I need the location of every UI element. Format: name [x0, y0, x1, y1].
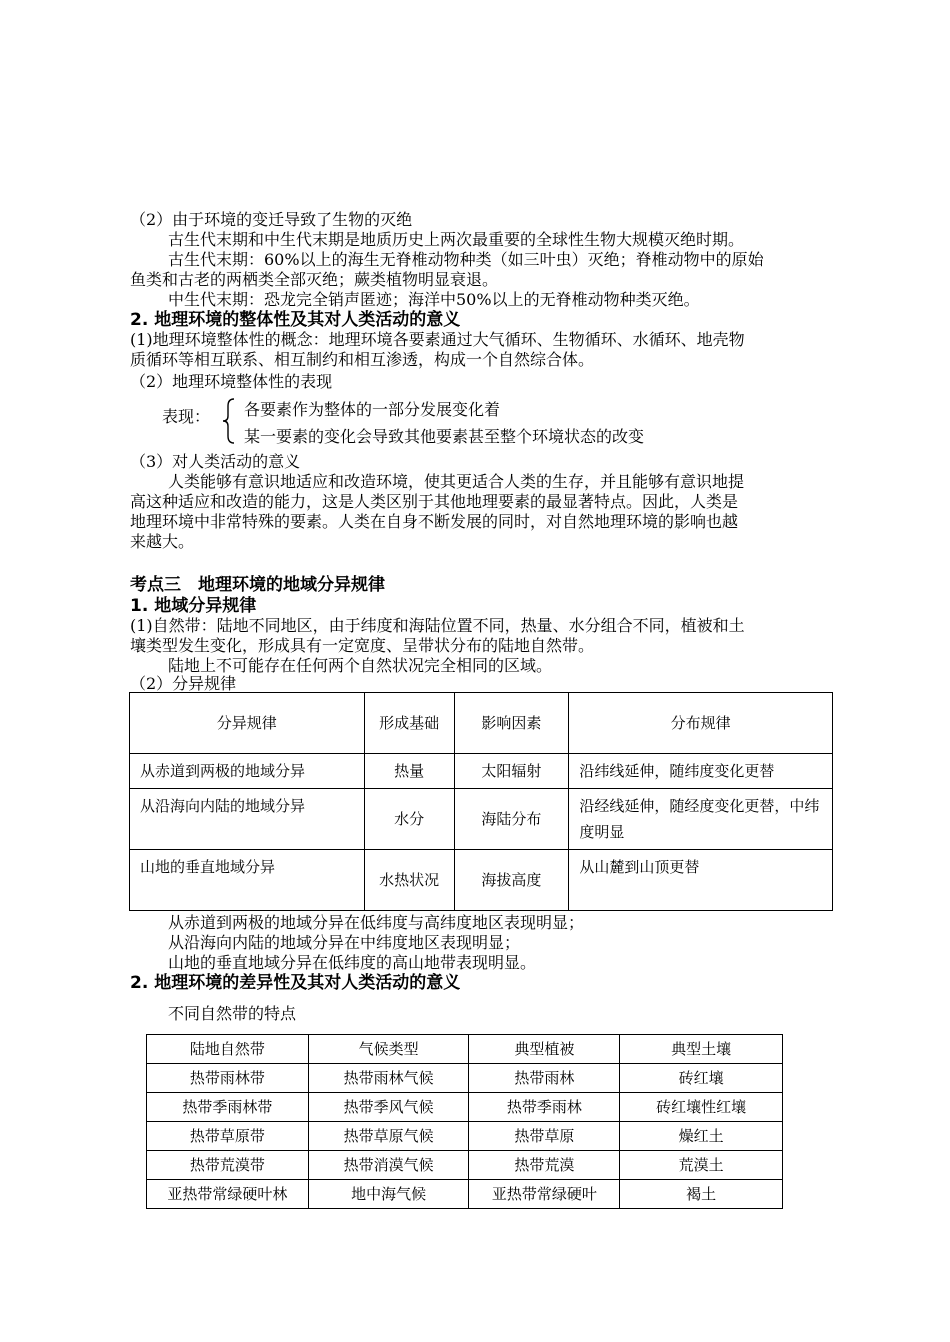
table-cell: 水分 — [364, 789, 454, 850]
table-cell: 海拔高度 — [454, 850, 569, 911]
table-cell: 太阳辐射 — [454, 754, 569, 789]
table-cell: 从山麓到山顶更替 — [569, 850, 833, 911]
table-cell: 热带消漠气候 — [308, 1151, 469, 1180]
integrity-paragraph-b: 高这种适应和改造的能力，这是人类区别于其他地理要素的最显著特点。因此，人类是 — [130, 492, 739, 511]
table-header-cell: 形成基础 — [364, 693, 454, 754]
diff-caption: 不同自然带的特点 — [168, 1004, 297, 1023]
table-cell: 从赤道到两极的地域分异 — [130, 754, 365, 789]
zonal-sub-heading: 1. 地域分异规律 — [130, 596, 257, 616]
table-cell: 沿纬线延伸，随纬度变化更替 — [569, 754, 833, 789]
table-cell: 砖红壤性红壤 — [620, 1093, 783, 1122]
table-header-cell: 气候类型 — [308, 1035, 469, 1064]
table-header-cell: 典型土壤 — [620, 1035, 783, 1064]
zonal-rules-table — [129, 692, 833, 911]
table-header-cell: 影响因素 — [454, 693, 569, 754]
bio-paragraph-3: 中生代末期：恐龙完全销声匿迹；海洋中50%以上的无脊椎动物种类灭绝。 — [168, 290, 700, 309]
zonal-paragraph-1b: 壤类型发生变化，形成具有一定宽度、呈带状分布的陆地自然带。 — [130, 636, 595, 655]
bio-title: （2）由于环境的变迁导致了生物的灭绝 — [130, 210, 413, 229]
integrity-concept-b: 质循环等相互联系、相互制约和相互渗透，构成一个自然综合体。 — [130, 350, 595, 369]
zonal-paragraph-1a: (1)自然带：陆地不同地区，由于纬度和海陆位置不同，热量、水分组合不同，植被和土 — [130, 616, 745, 635]
integrity-heading: 2. 地理环境的整体性及其对人类活动的意义 — [130, 310, 461, 330]
table-cell: 海陆分布 — [454, 789, 569, 850]
table-row — [147, 1151, 783, 1180]
table-row — [130, 850, 833, 911]
table-cell: 从沿海向内陆的地域分异 — [130, 789, 365, 850]
table-header-row — [147, 1035, 783, 1064]
integrity-paragraph-a: 人类能够有意识地适应和改造环境，使其更适合人类的生存，并且能够有意识地提 — [168, 472, 745, 491]
integrity-sub3: （3）对人类活动的意义 — [130, 452, 301, 471]
table-row — [147, 1093, 783, 1122]
table-cell: 热带季雨林带 — [147, 1093, 309, 1122]
table-cell: 亚热带常绿硬叶林 — [147, 1180, 309, 1209]
table-cell: 热带荒漠 — [469, 1151, 620, 1180]
table-cell: 热带雨林带 — [147, 1064, 309, 1093]
table-cell: 水热状况 — [364, 850, 454, 911]
table-header-cell: 陆地自然带 — [147, 1035, 309, 1064]
table-cell: 热带草原带 — [147, 1122, 309, 1151]
bio-paragraph-2b: 鱼类和古老的两栖类全部灭绝；蕨类植物明显衰退。 — [130, 270, 499, 289]
zonal-sub2: （2）分异规律 — [130, 674, 237, 693]
table-cell: 荒漠土 — [620, 1151, 783, 1180]
table-cell: 热带草原 — [469, 1122, 620, 1151]
bio-paragraph-2a: 古生代末期：60%以上的海生无脊椎动物种类（如三叶虫）灭绝；脊椎动物中的原始 — [168, 250, 764, 269]
table-cell: 热带季风气候 — [308, 1093, 469, 1122]
table-row — [130, 754, 833, 789]
integrity-paragraph-c: 地理环境中非常特殊的要素。人类在自身不断发展的同时，对自然地理环境的影响也越 — [130, 512, 739, 531]
table-header-cell: 典型植被 — [469, 1035, 620, 1064]
natural-zones-table — [146, 1034, 783, 1209]
table-cell: 热量 — [364, 754, 454, 789]
table-cell: 沿经线延伸，随经度变化更替，中纬度明显 — [569, 789, 833, 850]
table-header-cell: 分异规律 — [130, 693, 365, 754]
integrity-sub2: （2）地理环境整体性的表现 — [130, 372, 333, 391]
table-cell: 热带草原气候 — [308, 1122, 469, 1151]
zonal-note-2: 从沿海向内陆的地域分异在中纬度地区表现明显； — [168, 933, 521, 952]
zonal-paragraph-2: 陆地上不可能存在任何两个自然状况完全相同的区域。 — [168, 656, 553, 675]
table-cell: 山地的垂直地域分异 — [130, 850, 365, 911]
brace-icon — [222, 398, 236, 444]
table-cell: 褐土 — [620, 1180, 783, 1209]
diff-heading: 2. 地理环境的差异性及其对人类活动的意义 — [130, 973, 461, 993]
zonal-note-3: 山地的垂直地域分异在低纬度的高山地带表现明显。 — [168, 953, 537, 972]
table-cell: 热带雨林 — [469, 1064, 620, 1093]
table-row — [130, 789, 833, 850]
table-cell: 热带雨林气候 — [308, 1064, 469, 1093]
table-row — [147, 1122, 783, 1151]
expression-item-2: 某一要素的变化会导致其他要素甚至整个环境状态的改变 — [244, 427, 645, 446]
table-cell: 热带季雨林 — [469, 1093, 620, 1122]
zonal-note-1: 从赤道到两极的地域分异在低纬度与高纬度地区表现明显； — [168, 913, 585, 932]
table-cell: 砖红壤 — [620, 1064, 783, 1093]
expression-item-1: 各要素作为整体的一部分发展变化着 — [244, 400, 501, 419]
bio-paragraph-1: 古生代末期和中生代末期是地质历史上两次最重要的全球性生物大规模灭绝时期。 — [168, 230, 745, 249]
expression-label: 表现： — [162, 407, 211, 426]
table-header-row — [130, 693, 833, 754]
table-row — [147, 1064, 783, 1093]
integrity-paragraph-d: 来越大。 — [130, 532, 195, 551]
zonal-heading: 考点三 地理环境的地域分异规律 — [130, 575, 385, 595]
table-cell: 亚热带常绿硬叶 — [469, 1180, 620, 1209]
table-row — [147, 1180, 783, 1209]
table-cell: 地中海气候 — [308, 1180, 469, 1209]
integrity-concept-a: (1)地理环境整体性的概念：地理环境各要素通过大气循环、生物循环、水循环、地壳物 — [130, 330, 745, 349]
table-cell: 热带荒漠带 — [147, 1151, 309, 1180]
table-header-cell: 分布规律 — [569, 693, 833, 754]
table-cell: 燥红土 — [620, 1122, 783, 1151]
